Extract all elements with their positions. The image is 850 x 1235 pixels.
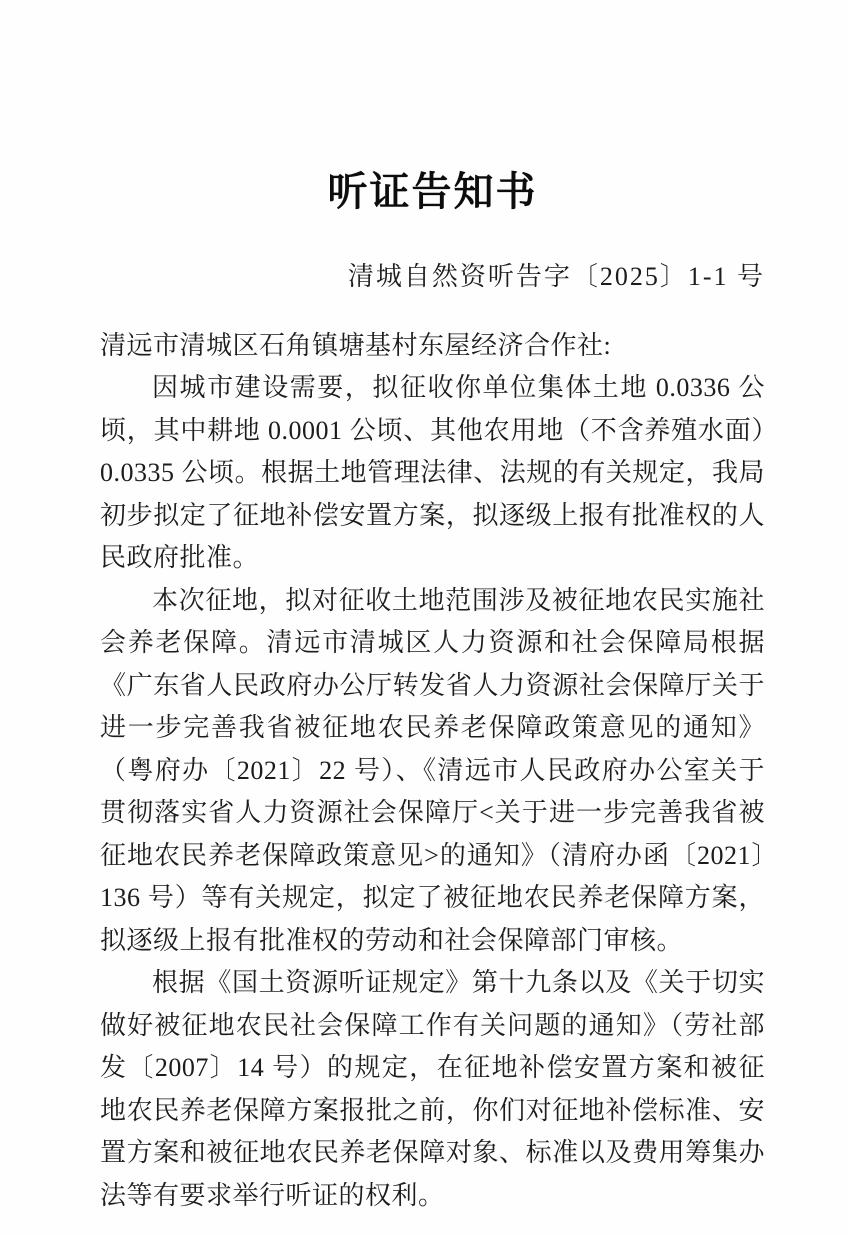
document-number: 清城自然资听告字〔2025〕1-1 号 xyxy=(347,262,765,291)
document-title: 听证告知书 xyxy=(327,170,538,214)
addressee-line: 清远市清城区石角镇塘基村东屋经济合作社: xyxy=(100,331,612,360)
paragraph-hearing-rights: 根据《国土资源听证规定》第十九条以及《关于切实做好被征地农民社会保障工作有关问题的通知》（劳社部发〔2007〕14 号）的规定，在征地补偿安置方案和被征地农民养老保障方案报批之前，你们对征地补偿标准、安置方案和被征地农民养老保障对象、标准以及费用筹集办法等有要求举行听证的权利。 xyxy=(100,968,765,1210)
paragraph-social-security-plan: 本次征地，拟对征收土地范围涉及被征地农民实施社会养老保障。清远市清城区人力资源和社会保障局根据《广东省人民政府办公厅转发省人力资源社会保障厅关于进一步完善我省被征地农民养老保障政策意见的通知》（粤府办〔2021〕22 号）、《清远市人民政府办公室关于贯彻落实省人力资源社会保障厅<关于进一步完善我省被征地农民养老保障政策意见>的通知》（清府办函〔2021〕136 号）等有关规定，拟定了被征地农民养老保障方案，拟逐级上报有批准权的劳动和社会保障部门审核。 xyxy=(100,585,765,955)
paragraph-land-expropriation: 因城市建设需要，拟征收你单位集体土地 0.0336 公顷，其中耕地 0.0001 公顷、其他农用地（不含养殖水面）0.0335 公顷。根据土地管理法律、法规的有关规定，我局初步拟定了征地补偿安置方案，拟逐级上报有批准权的人民政府批准。 xyxy=(100,373,765,572)
